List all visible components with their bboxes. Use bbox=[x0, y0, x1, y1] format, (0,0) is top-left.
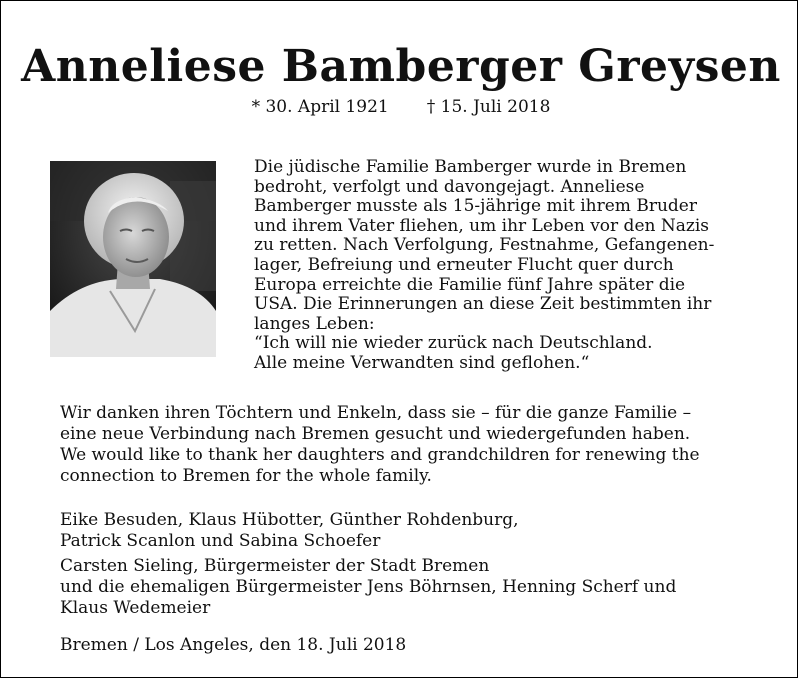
intro-line: Bamberger musste als 15-jährige mit ihrem Bruder bbox=[254, 196, 697, 217]
signatory-line: Klaus Wedemeier bbox=[60, 598, 211, 618]
signatories bbox=[60, 510, 760, 623]
birth-date: * 30. April 1921 bbox=[251, 97, 389, 117]
signatory-line: Carsten Sieling, Bürgermeister der Stadt Bremen bbox=[60, 556, 490, 576]
portrait-image bbox=[50, 161, 216, 357]
life-dates bbox=[1, 95, 800, 119]
thanks-line: connection to Bremen for the whole family. bbox=[60, 466, 432, 486]
intro-line: USA. Die Erinnerungen an diese Zeit bestimmten ihr bbox=[254, 294, 712, 315]
intro-line: lager, Befreiung und erneuter Flucht quer durch bbox=[254, 254, 674, 275]
signatory-line: und die ehemaligen Bürgermeister Jens Böhrnsen, Henning Scherf und bbox=[60, 577, 677, 597]
thanks-line: Wir danken ihren Töchtern und Enkeln, dass sie – für die ganze Familie – bbox=[60, 403, 692, 423]
intro-line: und ihrem Vater fliehen, um ihr Leben vor den Nazis bbox=[254, 215, 709, 236]
place-and-date: Bremen / Los Angeles, den 18. Juli 2018 bbox=[60, 635, 407, 655]
signatory-line: Patrick Scanlon und Sabina Schoefer bbox=[60, 531, 381, 551]
intro-line: langes Leben: bbox=[254, 313, 375, 334]
intro-line: Die jüdische Familie Bamberger wurde in Bremen bbox=[254, 157, 687, 177]
quote-line: “Ich will nie wieder zurück nach Deutschland. bbox=[254, 333, 653, 354]
thanks-line: eine neue Verbindung nach Bremen gesucht und wiedergefunden haben. bbox=[60, 424, 691, 444]
intro-line: bedroht, verfolgt und davongejagt. Anneliese bbox=[254, 176, 645, 197]
intro-line: zu retten. Nach Verfolgung, Festnahme, Gefangenen- bbox=[254, 235, 715, 256]
biography-text bbox=[254, 158, 754, 374]
portrait-photo bbox=[50, 161, 216, 357]
deceased-name: Anneliese Bamberger Greysen bbox=[21, 41, 781, 92]
signatories-group-1 bbox=[60, 510, 760, 552]
quote-line: Alle meine Verwandten sind geflohen.“ bbox=[254, 352, 590, 373]
thanks-line: We would like to thank her daughters and grandchildren for renewing the bbox=[60, 445, 700, 465]
signatories-group-2 bbox=[60, 556, 760, 619]
signatory-line: Eike Besuden, Klaus Hübotter, Günther Rohdenburg, bbox=[60, 510, 519, 530]
death-date: † 15. Juli 2018 bbox=[426, 97, 551, 117]
intro-line: Europa erreichte die Familie fünf Jahre später die bbox=[254, 274, 686, 295]
thanks-paragraph bbox=[60, 403, 744, 487]
